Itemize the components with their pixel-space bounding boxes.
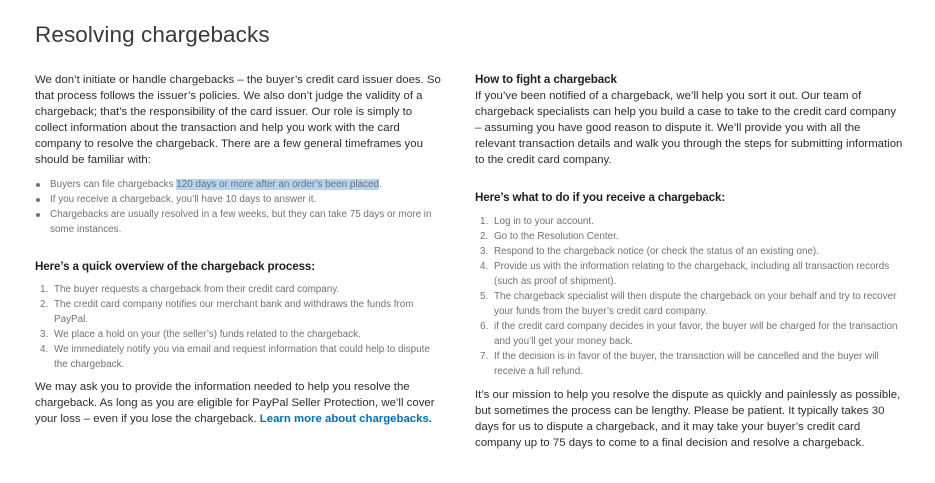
- list-item: [475, 349, 903, 379]
- bullet-dot: [36, 213, 40, 217]
- bullet-dot: [36, 183, 40, 187]
- step-text: If the decision is in favor of the buyer, the transaction will be cancelled and the buyer will receive a full refund.: [494, 351, 879, 377]
- step-number: 4.: [480, 261, 489, 272]
- step-number: 2.: [40, 299, 49, 310]
- fight-paragraph: If you’ve been notified of a chargeback, we’ll help you sort it out. Our team of chargeback specialists can help you build a case to take to the credit card company – assuming you have good reason to dispute it. We’ll provide you with all the relevant transaction details and walk you through the steps for submitting information to the credit card company.: [475, 90, 903, 166]
- list-item: [475, 214, 903, 229]
- bullet-dot: [36, 198, 40, 202]
- step-text: Log in to your account.: [494, 216, 594, 227]
- bullet-punctuation: .: [379, 179, 382, 190]
- intro-paragraph: We don’t initiate or handle chargebacks – the buyer’s credit card issuer does. So that process follows the issuer’s policies. We also don’t judge the validity of a chargeback; that’s the responsibility of the card issuer. Our role is simply to collect information about the transaction and help you work with the card company to resolve the chargeback. There are a few general timeframes you should be familiar with:: [35, 74, 441, 166]
- list-item: [475, 259, 903, 289]
- step-number: 7.: [480, 351, 489, 362]
- list-item: [35, 177, 442, 192]
- list-item: [475, 244, 903, 259]
- step-text: The credit card company notifies our merchant bank and withdraws the funds from PayPal.: [54, 299, 414, 325]
- right-column: [475, 72, 903, 451]
- step-number: 1.: [480, 216, 489, 227]
- learn-more-link[interactable]: Learn more about chargebacks.: [259, 413, 432, 425]
- step-text: The chargeback specialist will then dispute the chargeback on your behalf and try to recover your funds from the buyer’s credit card company.: [494, 291, 897, 317]
- fight-heading: How to fight a chargeback: [475, 73, 617, 86]
- list-item: [35, 342, 442, 372]
- step-number: 3.: [480, 246, 489, 257]
- step-number: 4.: [40, 344, 49, 355]
- outro-paragraph: [35, 379, 442, 427]
- step-number: 5.: [480, 291, 489, 302]
- outro-text: We may ask you to provide the information needed to help you resolve the chargeback. As long as you are eligible for PayPal Seller Protection, we’ll cover your loss – even if you lose the chargeback.: [35, 381, 435, 425]
- step-text: The buyer requests a chargeback from their credit card company.: [54, 284, 340, 295]
- step-number: 2.: [480, 231, 489, 242]
- todo-steps-list: [475, 214, 903, 379]
- highlighted-text: 120 days or more after an order’s been placed: [176, 179, 379, 190]
- mission-paragraph: It’s our mission to help you resolve the dispute as quickly and painlessly as possible, but sometimes the process can be lengthy. Please be patient. It typically takes 30 days for us to dispute a chargeback, and it may take your buyer’s credit card company up to 75 days to come to a final decision and resolve a chargeback.: [475, 389, 901, 449]
- page-title: Resolving chargebacks: [35, 22, 270, 47]
- todo-heading: Here’s what to do if you receive a chargeback:: [475, 191, 726, 204]
- list-item: [35, 327, 442, 342]
- step-text: We immediately notify you via email and request information that could help to dispute the chargeback.: [54, 344, 430, 370]
- timeframes-list: [35, 177, 442, 237]
- step-text: We place a hold on your (the seller’s) funds related to the chargeback.: [54, 329, 361, 340]
- list-item: [475, 229, 903, 244]
- step-number: 6.: [480, 321, 489, 332]
- bullet-text: Buyers can file chargebacks: [50, 179, 177, 190]
- list-item: [475, 289, 903, 319]
- step-text: Respond to the chargeback notice (or check the status of an existing one).: [494, 246, 819, 257]
- step-text: Provide us with the information relating to the chargeback, including all transaction records (such as proof of shipment).: [494, 261, 890, 287]
- list-item: [35, 207, 442, 237]
- list-item: [475, 319, 903, 349]
- list-item: [35, 282, 442, 297]
- step-text: if the credit card company decides in your favor, the buyer will be charged for the transaction and you’ll get your money back.: [494, 321, 898, 347]
- list-item: [35, 297, 442, 327]
- step-number: 3.: [40, 329, 49, 340]
- bullet-text: Chargebacks are usually resolved in a few weeks, but they can take 75 days or more in some instances.: [50, 209, 432, 235]
- step-number: 1.: [40, 284, 49, 295]
- left-column: [35, 72, 442, 427]
- overview-heading: Here’s a quick overview of the chargeback process:: [35, 260, 316, 273]
- list-item: [35, 192, 442, 207]
- overview-steps-list: [35, 282, 442, 372]
- step-text: Go to the Resolution Center.: [494, 231, 619, 242]
- bullet-text: If you receive a chargeback, you’ll have 10 days to answer it.: [50, 194, 317, 205]
